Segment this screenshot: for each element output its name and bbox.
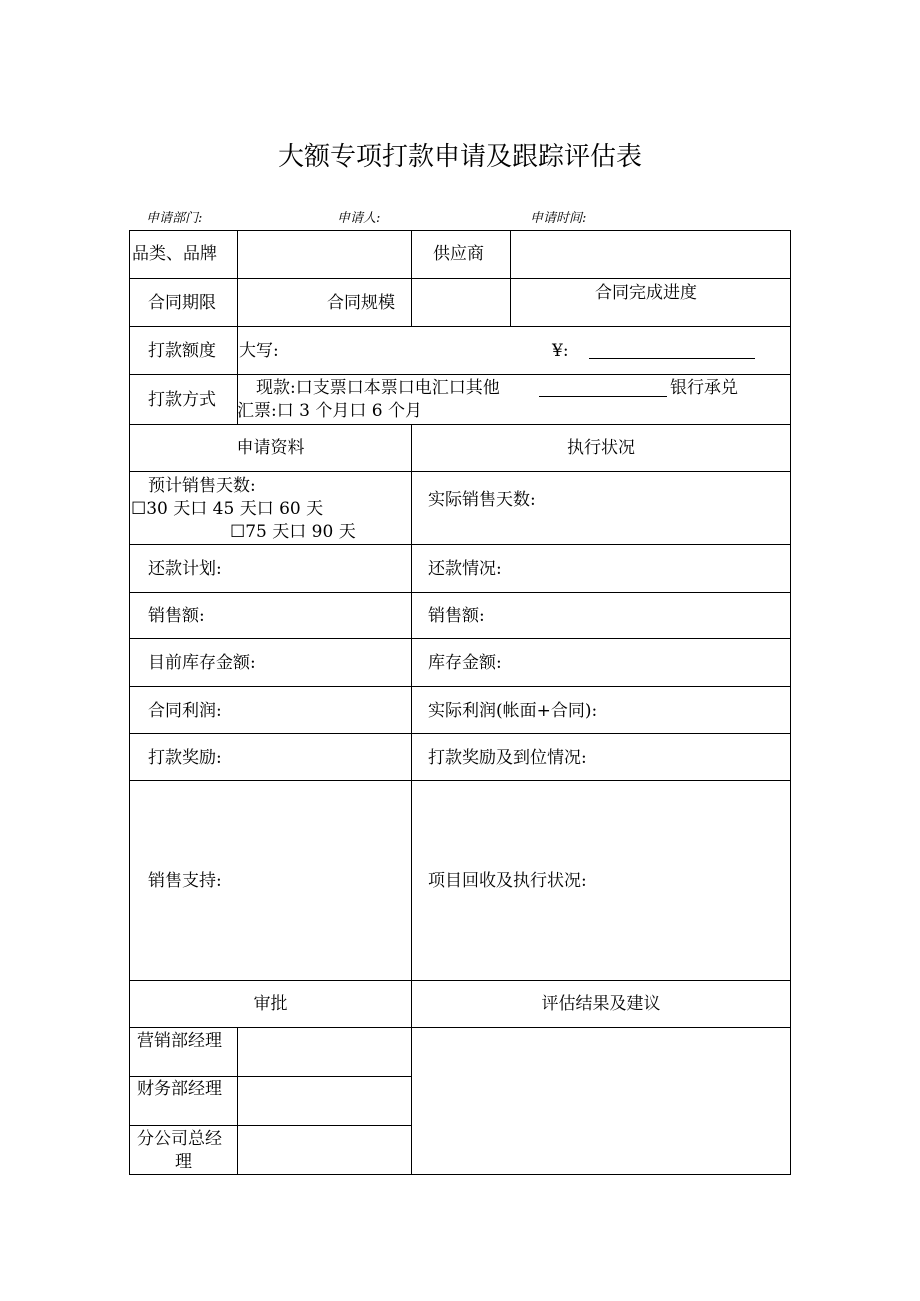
actual-sales-label: 销售额: — [428, 606, 485, 626]
contract-scale-label: 合同规模 — [327, 293, 395, 313]
branch-manager-label-2: 理 — [175, 1152, 192, 1172]
repay-plan-label: 还款计划: — [148, 559, 222, 579]
approval-header: 审批 — [253, 994, 288, 1014]
reward-status-label: 打款奖励及到位情况: — [428, 748, 587, 768]
payment-method-options: 现款:口支票口本票口电汇口其他 — [256, 378, 500, 398]
apply-time-label: 申请时间: — [530, 211, 587, 226]
evaluation-header: 评估结果及建议 — [541, 994, 661, 1014]
actual-profit-label: 实际利润(帐面+合同): — [428, 701, 598, 721]
contract-profit-label: 合同利润: — [148, 701, 222, 721]
applicant-label: 申请人: — [337, 211, 381, 226]
bank-draft-options: 汇票:口 3 个月口 6 个月 — [237, 401, 422, 421]
branch-manager-label-1: 分公司总经 — [137, 1129, 222, 1149]
supplier-label: 供应商 — [433, 244, 484, 264]
department-label: 申请部门: — [146, 211, 203, 226]
amount-yen-underline — [589, 358, 755, 359]
exec-status-header: 执行状况 — [567, 438, 635, 458]
finance-manager-label: 财务部经理 — [137, 1079, 222, 1099]
inventory-label: 目前库存金额: — [148, 653, 256, 673]
actual-days-label: 实际销售天数: — [428, 490, 536, 510]
bank-acceptance-label: 银行承兑 — [670, 378, 738, 398]
amount-label: 打款额度 — [148, 341, 216, 361]
actual-inventory-label: 库存金额: — [428, 653, 502, 673]
page-title: 大额专项打款申请及跟踪评估表 — [277, 142, 642, 172]
sales-support-label: 销售支持: — [148, 871, 222, 891]
category-brand-label: 品类、品牌 — [132, 244, 217, 264]
repay-status-label: 还款情况: — [428, 559, 502, 579]
marketing-manager-label: 营销部经理 — [137, 1031, 222, 1051]
project-recovery-label: 项目回收及执行状况: — [428, 871, 587, 891]
expected-days-options-2: ☐75 天口 90 天 — [230, 522, 356, 542]
sales-label: 销售额: — [148, 606, 205, 626]
payment-method-label: 打款方式 — [148, 390, 216, 410]
apply-info-header: 申请资料 — [236, 438, 305, 458]
expected-days-label: 预计销售天数: — [148, 476, 256, 496]
amount-capital-label: 大写: — [239, 341, 279, 361]
contract-progress-label: 合同完成进度 — [595, 283, 697, 303]
amount-yen-label: ¥: — [552, 341, 569, 361]
payment-reward-label: 打款奖励: — [148, 748, 222, 768]
payment-other-underline — [539, 396, 667, 397]
contract-period-label: 合同期限 — [148, 293, 216, 313]
expected-days-options-1: ☐30 天口 45 天口 60 天 — [131, 499, 324, 519]
